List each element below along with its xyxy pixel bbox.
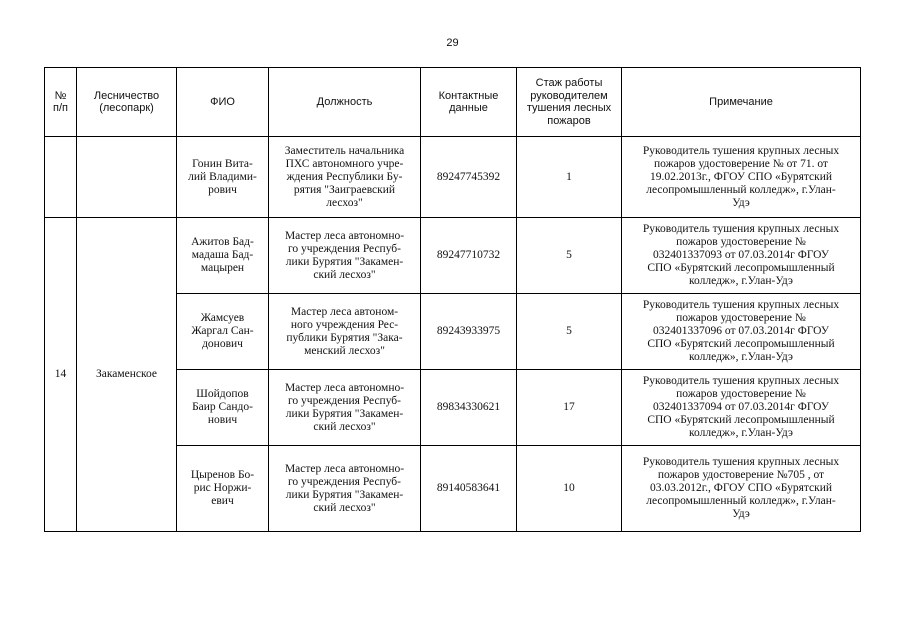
name-cell: Ажитов Бад- мадаша Бад- мацырен [177,218,269,294]
header-name: ФИО [177,68,269,137]
table-row [45,218,861,294]
number-cell [45,137,77,218]
experience-cell: 1 [517,137,622,218]
name-cell: Цыренов Бо- рис Норжи- евич [177,446,269,532]
name-cell: Жамсуев Жаргал Сан- донович [177,294,269,370]
header-forestry: Лесничество (лесопарк) [77,68,177,137]
position-cell: Мастер леса автоном- ного учреждения Рес- публики Бурятия "Зака- менский лесхоз" [269,294,421,370]
header-note: Примечание [622,68,861,137]
header-experience: Стаж работы руководителем тушения лесных пожаров [517,68,622,137]
contact-cell: 89140583641 [421,446,517,532]
position-cell: Мастер леса автономно- го учреждения Респуб- лики Бурятия "Закамен- ский лесхоз" [269,370,421,446]
note-cell: Руководитель тушения крупных лесных пожаров удостоверение № 032401337096 от 07.03.2014г ФГОУ СПО «Бурятский лесопромышленный колледж», г.Улан-Удэ [622,294,861,370]
firefighters-table [44,67,861,532]
page-number: 29 [446,37,459,49]
experience-cell: 17 [517,370,622,446]
header-position: Должность [269,68,421,137]
experience-cell: 10 [517,446,622,532]
contact-cell: 89247745392 [421,137,517,218]
number-cell: 14 [45,218,77,532]
position-cell: Мастер леса автономно- го учреждения Респуб- лики Бурятия "Закамен- ский лесхоз" [269,218,421,294]
name-cell: Гонин Вита- лий Владими- рович [177,137,269,218]
experience-cell: 5 [517,294,622,370]
note-cell: Руководитель тушения крупных лесных пожаров удостоверение № 032401337094 от 07.03.2014г ФГОУ СПО «Бурятский лесопромышленный колледж», г.Улан-Удэ [622,370,861,446]
header-row [45,68,861,137]
header-number: № п/п [45,68,77,137]
note-cell: Руководитель тушения крупных лесных пожаров удостоверение № от 71. от 19.02.2013г., ФГОУ СПО «Бурятский лесопромышленный колледж», г.Улан- Удэ [622,137,861,218]
position-cell: Мастер леса автономно- го учреждения Респуб- лики Бурятия "Закамен- ский лесхоз" [269,446,421,532]
contact-cell: 89834330621 [421,370,517,446]
note-cell: Руководитель тушения крупных лесных пожаров удостоверение №705 , от 03.03.2012г., ФГОУ СПО «Бурятский лесопромышленный колледж», г.Улан- Удэ [622,446,861,532]
note-cell: Руководитель тушения крупных лесных пожаров удостоверение № 032401337093 от 07.03.2014г ФГОУ СПО «Бурятский лесопромышленный колледж», г.Улан-Удэ [622,218,861,294]
name-cell: Шойдопов Баир Сандо- нович [177,370,269,446]
forestry-cell: Закаменское [77,218,177,532]
contact-cell: 89247710732 [421,218,517,294]
header-contact: Контактные данные [421,68,517,137]
contact-cell: 89243933975 [421,294,517,370]
forestry-cell [77,137,177,218]
table-row [45,137,861,218]
experience-cell: 5 [517,218,622,294]
position-cell: Заместитель начальника ПХС автономного учре- ждения Республики Бу- рятия "Заиграевский лесхоз" [269,137,421,218]
